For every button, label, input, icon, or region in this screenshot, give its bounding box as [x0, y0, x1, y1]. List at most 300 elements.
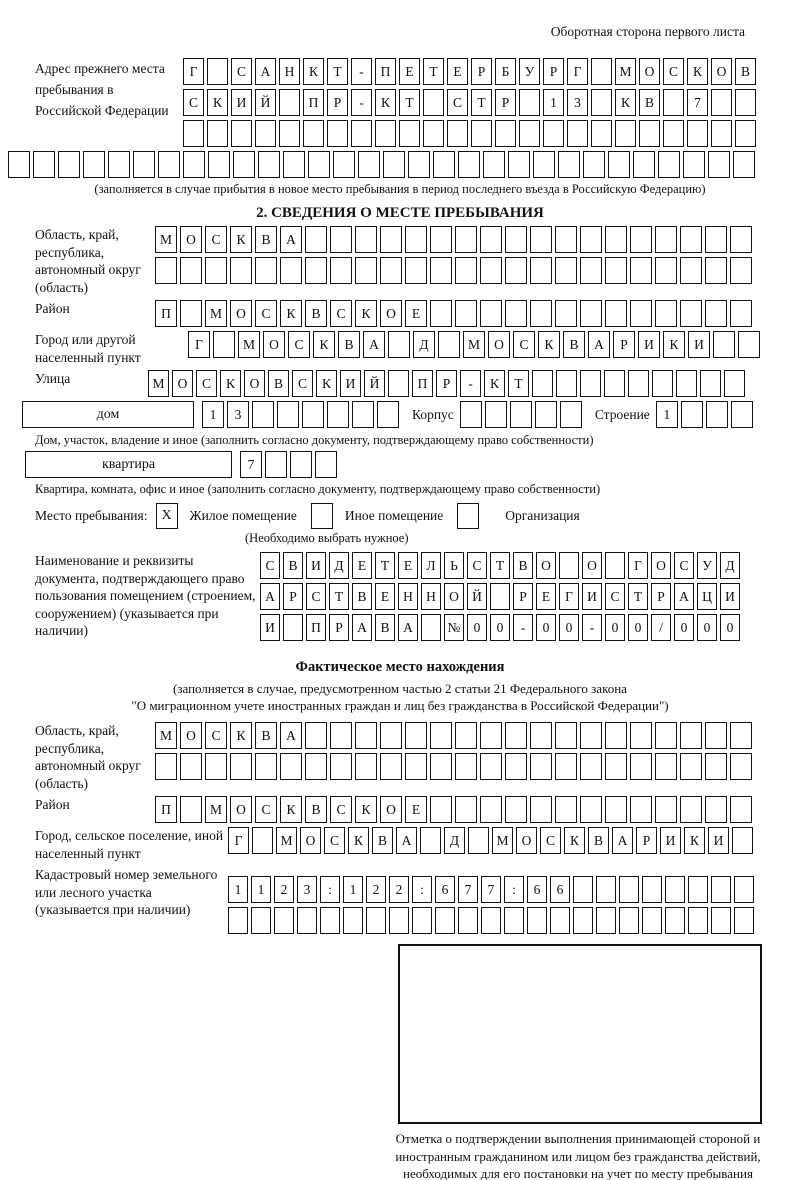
char-cell[interactable]: Г — [228, 827, 249, 854]
char-cell[interactable] — [280, 753, 302, 780]
char-cell[interactable]: С — [674, 552, 694, 579]
char-cell[interactable] — [596, 876, 616, 903]
char-cell[interactable] — [580, 226, 602, 253]
char-cell[interactable] — [705, 300, 727, 327]
char-cell[interactable]: П — [303, 89, 324, 116]
char-cell[interactable]: О — [582, 552, 602, 579]
char-cell[interactable] — [205, 753, 227, 780]
char-cell[interactable]: 0 — [628, 614, 648, 641]
char-cell[interactable]: Л — [421, 552, 441, 579]
char-cell[interactable]: А — [352, 614, 372, 641]
char-cell[interactable] — [530, 300, 552, 327]
char-cell[interactable]: 3 — [567, 89, 588, 116]
char-cell[interactable] — [283, 151, 305, 178]
char-cell[interactable]: М — [148, 370, 169, 397]
char-cell[interactable] — [655, 300, 677, 327]
char-cell[interactable] — [687, 120, 708, 147]
char-cell[interactable]: Е — [352, 552, 372, 579]
char-cell[interactable]: К — [684, 827, 705, 854]
char-cell[interactable]: А — [398, 614, 418, 641]
char-cell[interactable] — [297, 907, 317, 934]
char-cell[interactable]: О — [488, 331, 510, 358]
char-cell[interactable]: Е — [405, 796, 427, 823]
char-cell[interactable] — [355, 753, 377, 780]
char-cell[interactable]: С — [205, 226, 227, 253]
char-cell[interactable] — [180, 300, 202, 327]
char-cell[interactable] — [377, 401, 399, 428]
char-cell[interactable]: И — [660, 827, 681, 854]
char-cell[interactable]: В — [305, 796, 327, 823]
char-cell[interactable] — [615, 120, 636, 147]
char-cell[interactable] — [527, 907, 547, 934]
char-cell[interactable] — [252, 401, 274, 428]
char-cell[interactable]: М — [155, 722, 177, 749]
char-cell[interactable] — [688, 907, 708, 934]
char-cell[interactable]: 0 — [559, 614, 579, 641]
char-cell[interactable]: К — [348, 827, 369, 854]
char-cell[interactable] — [274, 907, 294, 934]
char-cell[interactable]: Ь — [444, 552, 464, 579]
char-cell[interactable]: Р — [471, 58, 492, 85]
char-cell[interactable] — [330, 722, 352, 749]
char-cell[interactable]: А — [363, 331, 385, 358]
char-cell[interactable]: 0 — [674, 614, 694, 641]
char-cell[interactable] — [630, 226, 652, 253]
char-cell[interactable]: 6 — [527, 876, 547, 903]
char-cell[interactable]: 0 — [467, 614, 487, 641]
char-cell[interactable] — [430, 300, 452, 327]
char-cell[interactable]: Т — [375, 552, 395, 579]
char-cell[interactable] — [158, 151, 180, 178]
char-cell[interactable] — [480, 226, 502, 253]
char-cell[interactable] — [207, 120, 228, 147]
char-cell[interactable]: М — [205, 300, 227, 327]
char-cell[interactable]: 2 — [389, 876, 409, 903]
char-cell[interactable] — [533, 151, 555, 178]
char-cell[interactable] — [530, 796, 552, 823]
char-cell[interactable] — [207, 58, 228, 85]
char-cell[interactable]: О — [536, 552, 556, 579]
char-cell[interactable] — [642, 907, 662, 934]
char-cell[interactable]: М — [276, 827, 297, 854]
char-cell[interactable] — [573, 907, 593, 934]
char-cell[interactable]: Д — [444, 827, 465, 854]
char-cell[interactable] — [580, 300, 602, 327]
residential-checkbox[interactable]: X — [156, 503, 178, 529]
char-cell[interactable]: И — [340, 370, 361, 397]
char-cell[interactable]: С — [467, 552, 487, 579]
char-cell[interactable]: : — [412, 876, 432, 903]
char-cell[interactable] — [430, 753, 452, 780]
char-cell[interactable] — [279, 89, 300, 116]
char-cell[interactable]: Р — [543, 58, 564, 85]
char-cell[interactable]: М — [155, 226, 177, 253]
char-cell[interactable] — [711, 907, 731, 934]
char-cell[interactable]: А — [280, 226, 302, 253]
char-cell[interactable]: С — [205, 722, 227, 749]
char-cell[interactable] — [665, 907, 685, 934]
char-cell[interactable]: К — [663, 331, 685, 358]
char-cell[interactable] — [355, 722, 377, 749]
char-cell[interactable]: К — [538, 331, 560, 358]
char-cell[interactable] — [508, 151, 530, 178]
char-cell[interactable]: Г — [559, 583, 579, 610]
char-cell[interactable] — [680, 257, 702, 284]
char-cell[interactable] — [108, 151, 130, 178]
char-cell[interactable] — [555, 300, 577, 327]
char-cell[interactable]: 6 — [435, 876, 455, 903]
char-cell[interactable]: У — [519, 58, 540, 85]
char-cell[interactable]: О — [711, 58, 732, 85]
char-cell[interactable]: Р — [613, 331, 635, 358]
char-cell[interactable]: О — [639, 58, 660, 85]
char-cell[interactable] — [558, 151, 580, 178]
char-cell[interactable]: О — [230, 796, 252, 823]
char-cell[interactable]: Н — [398, 583, 418, 610]
char-cell[interactable] — [535, 401, 557, 428]
char-cell[interactable] — [556, 370, 577, 397]
char-cell[interactable] — [255, 257, 277, 284]
char-cell[interactable]: Т — [329, 583, 349, 610]
char-cell[interactable]: И — [231, 89, 252, 116]
char-cell[interactable]: М — [205, 796, 227, 823]
char-cell[interactable] — [605, 552, 625, 579]
char-cell[interactable] — [555, 796, 577, 823]
char-cell[interactable]: Р — [513, 583, 533, 610]
char-cell[interactable]: М — [238, 331, 260, 358]
char-cell[interactable] — [458, 907, 478, 934]
char-cell[interactable]: 1 — [543, 89, 564, 116]
char-cell[interactable]: М — [492, 827, 513, 854]
char-cell[interactable]: О — [380, 796, 402, 823]
char-cell[interactable]: Т — [628, 583, 648, 610]
char-cell[interactable] — [559, 552, 579, 579]
char-cell[interactable] — [480, 300, 502, 327]
char-cell[interactable]: И — [708, 827, 729, 854]
char-cell[interactable]: Т — [327, 58, 348, 85]
char-cell[interactable]: Е — [398, 552, 418, 579]
char-cell[interactable] — [619, 907, 639, 934]
char-cell[interactable]: Г — [183, 58, 204, 85]
char-cell[interactable]: С — [330, 300, 352, 327]
char-cell[interactable] — [730, 753, 752, 780]
char-cell[interactable]: Н — [421, 583, 441, 610]
char-cell[interactable] — [8, 151, 30, 178]
char-cell[interactable] — [519, 89, 540, 116]
char-cell[interactable] — [735, 89, 756, 116]
char-cell[interactable]: Г — [567, 58, 588, 85]
char-cell[interactable] — [305, 257, 327, 284]
char-cell[interactable] — [730, 796, 752, 823]
char-cell[interactable] — [505, 722, 527, 749]
char-cell[interactable] — [388, 370, 409, 397]
char-cell[interactable] — [550, 907, 570, 934]
char-cell[interactable] — [630, 722, 652, 749]
char-cell[interactable]: С — [324, 827, 345, 854]
char-cell[interactable]: В — [513, 552, 533, 579]
char-cell[interactable] — [455, 257, 477, 284]
char-cell[interactable]: С — [330, 796, 352, 823]
char-cell[interactable]: П — [306, 614, 326, 641]
char-cell[interactable]: № — [444, 614, 464, 641]
char-cell[interactable]: Р — [283, 583, 303, 610]
char-cell[interactable]: 0 — [490, 614, 510, 641]
char-cell[interactable]: 6 — [550, 876, 570, 903]
char-cell[interactable] — [580, 796, 602, 823]
char-cell[interactable] — [680, 300, 702, 327]
char-cell[interactable]: Е — [536, 583, 556, 610]
char-cell[interactable] — [555, 226, 577, 253]
char-cell[interactable] — [280, 257, 302, 284]
char-cell[interactable] — [658, 151, 680, 178]
char-cell[interactable] — [711, 89, 732, 116]
char-cell[interactable]: К — [303, 58, 324, 85]
char-cell[interactable]: К — [280, 300, 302, 327]
char-cell[interactable]: Р — [436, 370, 457, 397]
char-cell[interactable] — [305, 226, 327, 253]
char-cell[interactable]: / — [651, 614, 671, 641]
char-cell[interactable]: В — [283, 552, 303, 579]
char-cell[interactable]: М — [615, 58, 636, 85]
char-cell[interactable] — [680, 753, 702, 780]
char-cell[interactable] — [305, 753, 327, 780]
char-cell[interactable] — [455, 796, 477, 823]
char-cell[interactable] — [255, 120, 276, 147]
char-cell[interactable]: О — [651, 552, 671, 579]
char-cell[interactable] — [519, 120, 540, 147]
char-cell[interactable] — [655, 796, 677, 823]
char-cell[interactable]: Д — [720, 552, 740, 579]
char-cell[interactable]: К — [355, 300, 377, 327]
char-cell[interactable] — [642, 876, 662, 903]
char-cell[interactable]: - — [582, 614, 602, 641]
char-cell[interactable] — [333, 151, 355, 178]
char-cell[interactable] — [405, 722, 427, 749]
char-cell[interactable] — [460, 401, 482, 428]
other-premises-checkbox[interactable] — [311, 503, 333, 529]
char-cell[interactable] — [205, 257, 227, 284]
char-cell[interactable]: К — [615, 89, 636, 116]
char-cell[interactable]: Е — [447, 58, 468, 85]
char-cell[interactable] — [505, 257, 527, 284]
char-cell[interactable]: В — [255, 226, 277, 253]
char-cell[interactable]: В — [268, 370, 289, 397]
char-cell[interactable]: - — [460, 370, 481, 397]
char-cell[interactable]: Т — [508, 370, 529, 397]
char-cell[interactable] — [375, 120, 396, 147]
char-cell[interactable]: И — [688, 331, 710, 358]
char-cell[interactable] — [208, 151, 230, 178]
char-cell[interactable]: 2 — [274, 876, 294, 903]
char-cell[interactable] — [228, 907, 248, 934]
char-cell[interactable]: С — [663, 58, 684, 85]
char-cell[interactable]: 0 — [605, 614, 625, 641]
char-cell[interactable] — [399, 120, 420, 147]
char-cell[interactable] — [308, 151, 330, 178]
char-cell[interactable] — [504, 907, 524, 934]
char-cell[interactable] — [652, 370, 673, 397]
char-cell[interactable] — [680, 796, 702, 823]
char-cell[interactable] — [483, 151, 505, 178]
char-cell[interactable] — [389, 907, 409, 934]
char-cell[interactable] — [283, 614, 303, 641]
char-cell[interactable]: В — [639, 89, 660, 116]
char-cell[interactable] — [180, 753, 202, 780]
char-cell[interactable] — [255, 753, 277, 780]
char-cell[interactable] — [705, 722, 727, 749]
char-cell[interactable]: С — [183, 89, 204, 116]
char-cell[interactable]: К — [230, 226, 252, 253]
char-cell[interactable] — [734, 907, 754, 934]
char-cell[interactable]: Г — [628, 552, 648, 579]
char-cell[interactable]: Р — [651, 583, 671, 610]
char-cell[interactable] — [423, 89, 444, 116]
char-cell[interactable]: 3 — [297, 876, 317, 903]
char-cell[interactable] — [290, 451, 312, 478]
char-cell[interactable] — [480, 257, 502, 284]
char-cell[interactable] — [700, 370, 721, 397]
char-cell[interactable] — [580, 753, 602, 780]
char-cell[interactable] — [713, 331, 735, 358]
char-cell[interactable]: К — [355, 796, 377, 823]
char-cell[interactable]: 3 — [227, 401, 249, 428]
char-cell[interactable]: С — [196, 370, 217, 397]
char-cell[interactable] — [230, 753, 252, 780]
char-cell[interactable]: О — [230, 300, 252, 327]
char-cell[interactable]: И — [638, 331, 660, 358]
char-cell[interactable]: П — [412, 370, 433, 397]
char-cell[interactable]: С — [605, 583, 625, 610]
char-cell[interactable]: В — [255, 722, 277, 749]
char-cell[interactable] — [530, 722, 552, 749]
char-cell[interactable]: 1 — [251, 876, 271, 903]
char-cell[interactable] — [567, 120, 588, 147]
char-cell[interactable]: В — [563, 331, 585, 358]
char-cell[interactable]: А — [612, 827, 633, 854]
char-cell[interactable] — [530, 753, 552, 780]
char-cell[interactable] — [583, 151, 605, 178]
char-cell[interactable] — [430, 257, 452, 284]
char-cell[interactable] — [315, 451, 337, 478]
char-cell[interactable]: 1 — [343, 876, 363, 903]
char-cell[interactable] — [705, 796, 727, 823]
char-cell[interactable]: В — [305, 300, 327, 327]
char-cell[interactable] — [630, 796, 652, 823]
char-cell[interactable] — [605, 226, 627, 253]
char-cell[interactable]: К — [564, 827, 585, 854]
char-cell[interactable]: Д — [329, 552, 349, 579]
char-cell[interactable] — [604, 370, 625, 397]
char-cell[interactable] — [532, 370, 553, 397]
char-cell[interactable]: С — [231, 58, 252, 85]
char-cell[interactable]: О — [380, 300, 402, 327]
char-cell[interactable]: 7 — [481, 876, 501, 903]
char-cell[interactable] — [724, 370, 745, 397]
char-cell[interactable] — [560, 401, 582, 428]
char-cell[interactable] — [706, 401, 728, 428]
char-cell[interactable] — [665, 876, 685, 903]
char-cell[interactable] — [596, 907, 616, 934]
char-cell[interactable]: К — [230, 722, 252, 749]
char-cell[interactable]: К — [687, 58, 708, 85]
char-cell[interactable] — [619, 876, 639, 903]
char-cell[interactable]: А — [260, 583, 280, 610]
char-cell[interactable] — [580, 257, 602, 284]
char-cell[interactable] — [366, 907, 386, 934]
char-cell[interactable]: Р — [495, 89, 516, 116]
char-cell[interactable] — [605, 753, 627, 780]
char-cell[interactable] — [327, 401, 349, 428]
char-cell[interactable]: 0 — [720, 614, 740, 641]
char-cell[interactable]: С — [540, 827, 561, 854]
char-cell[interactable]: К — [484, 370, 505, 397]
char-cell[interactable] — [155, 257, 177, 284]
char-cell[interactable] — [480, 722, 502, 749]
char-cell[interactable]: Б — [495, 58, 516, 85]
char-cell[interactable] — [327, 120, 348, 147]
char-cell[interactable] — [480, 753, 502, 780]
char-cell[interactable] — [355, 257, 377, 284]
char-cell[interactable] — [680, 722, 702, 749]
char-cell[interactable] — [708, 151, 730, 178]
char-cell[interactable] — [33, 151, 55, 178]
char-cell[interactable] — [591, 58, 612, 85]
char-cell[interactable] — [183, 120, 204, 147]
char-cell[interactable] — [605, 257, 627, 284]
char-cell[interactable]: К — [220, 370, 241, 397]
char-cell[interactable]: 7 — [240, 451, 262, 478]
char-cell[interactable] — [480, 796, 502, 823]
char-cell[interactable]: И — [260, 614, 280, 641]
char-cell[interactable]: - — [351, 58, 372, 85]
char-cell[interactable] — [580, 722, 602, 749]
char-cell[interactable] — [573, 876, 593, 903]
char-cell[interactable]: М — [463, 331, 485, 358]
char-cell[interactable] — [455, 722, 477, 749]
char-cell[interactable] — [433, 151, 455, 178]
char-cell[interactable] — [730, 722, 752, 749]
char-cell[interactable] — [183, 151, 205, 178]
char-cell[interactable]: С — [255, 300, 277, 327]
char-cell[interactable] — [663, 120, 684, 147]
char-cell[interactable]: В — [735, 58, 756, 85]
char-cell[interactable] — [731, 401, 753, 428]
char-cell[interactable] — [408, 151, 430, 178]
char-cell[interactable] — [155, 753, 177, 780]
char-cell[interactable] — [530, 226, 552, 253]
char-cell[interactable] — [735, 120, 756, 147]
char-cell[interactable] — [455, 226, 477, 253]
char-cell[interactable] — [58, 151, 80, 178]
char-cell[interactable]: Т — [471, 89, 492, 116]
char-cell[interactable]: С — [288, 331, 310, 358]
char-cell[interactable]: В — [338, 331, 360, 358]
char-cell[interactable]: О — [263, 331, 285, 358]
char-cell[interactable] — [495, 120, 516, 147]
char-cell[interactable]: - — [513, 614, 533, 641]
char-cell[interactable] — [705, 226, 727, 253]
char-cell[interactable]: 1 — [228, 876, 248, 903]
char-cell[interactable] — [630, 753, 652, 780]
char-cell[interactable] — [530, 257, 552, 284]
char-cell[interactable] — [738, 331, 760, 358]
char-cell[interactable] — [233, 151, 255, 178]
char-cell[interactable] — [352, 401, 374, 428]
char-cell[interactable]: Т — [423, 58, 444, 85]
char-cell[interactable] — [279, 120, 300, 147]
char-cell[interactable] — [490, 583, 510, 610]
char-cell[interactable]: Е — [399, 58, 420, 85]
